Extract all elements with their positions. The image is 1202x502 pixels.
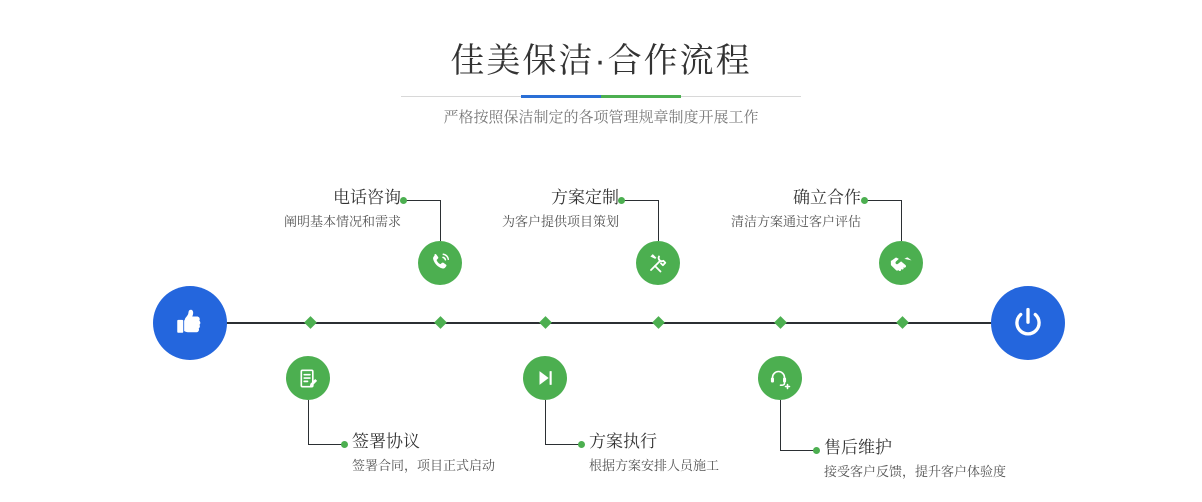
step-4-icon-circle[interactable] xyxy=(523,356,567,400)
title-divider-accent-blue xyxy=(521,95,601,98)
step-1-label xyxy=(256,186,401,233)
step-3-connector-dot xyxy=(618,197,625,204)
phone-call-icon xyxy=(428,251,452,275)
step-2-connector-dot xyxy=(341,441,348,448)
step-4-connector-horizontal xyxy=(545,444,581,445)
end-node xyxy=(991,286,1065,360)
power-icon xyxy=(1009,304,1047,342)
step-1-connector-vertical xyxy=(440,200,441,241)
step-3-connector-vertical xyxy=(658,200,659,241)
step-5-label xyxy=(700,186,861,233)
axis-marker xyxy=(539,316,552,329)
tools-icon xyxy=(646,251,670,275)
step-1-icon-circle[interactable] xyxy=(418,241,462,285)
step-2-icon-circle[interactable] xyxy=(286,356,330,400)
step-2-connector-vertical xyxy=(308,400,309,444)
step-5-icon-circle[interactable] xyxy=(879,241,923,285)
step-6-connector-vertical xyxy=(780,400,781,450)
step-6-connector-horizontal xyxy=(780,450,816,451)
axis-marker xyxy=(434,316,447,329)
step-6-connector-dot xyxy=(813,447,820,454)
step-5-connector-horizontal xyxy=(865,200,901,201)
step-5-connector-vertical xyxy=(901,200,902,241)
step-5-connector-dot xyxy=(861,197,868,204)
step-4-connector-vertical xyxy=(545,400,546,444)
step-2-label xyxy=(352,430,495,477)
step-5-desc: 清洁方案通过客户评估 xyxy=(730,214,861,229)
step-3-desc: 为客户提供项目策划 xyxy=(501,214,619,229)
step-2-connector-horizontal xyxy=(308,444,344,445)
step-3-icon-circle[interactable] xyxy=(636,241,680,285)
step-1-title: 电话咨询 xyxy=(333,188,401,207)
page-title: 佳美保洁·合作流程 xyxy=(450,42,752,80)
start-node xyxy=(153,286,227,360)
step-1-connector-horizontal xyxy=(404,200,440,201)
step-4-label xyxy=(589,430,719,477)
step-4-connector-dot xyxy=(578,441,585,448)
axis-marker xyxy=(774,316,787,329)
axis-marker xyxy=(304,316,317,329)
play-forward-icon xyxy=(534,367,556,389)
step-1-desc: 阐明基本情况和需求 xyxy=(283,214,401,229)
step-2-desc: 签署合同，项目正式启动 xyxy=(352,458,496,473)
step-3-title: 方案定制 xyxy=(551,188,619,207)
step-1-connector-dot xyxy=(400,197,407,204)
title-divider-accent-green xyxy=(601,95,681,98)
step-6-title: 售后维护 xyxy=(824,438,892,457)
axis-marker xyxy=(896,316,909,329)
step-4-title: 方案执行 xyxy=(589,432,657,451)
thumbs-up-icon xyxy=(172,305,208,341)
step-5-title: 确立合作 xyxy=(793,188,861,207)
step-3-connector-horizontal xyxy=(622,200,658,201)
step-6-desc: 接受客户反馈，提升客户体验度 xyxy=(824,464,1007,479)
customer-service-icon xyxy=(768,366,792,390)
step-4-desc: 根据方案安排人员施工 xyxy=(589,458,720,473)
step-3-label xyxy=(458,186,619,233)
document-edit-icon xyxy=(297,367,320,390)
page-subtitle: 严格按照保洁制定的各项管理规章制度开展工作 xyxy=(443,109,759,126)
handshake-icon xyxy=(889,251,914,276)
step-6-label xyxy=(824,436,1006,483)
step-6-icon-circle[interactable] xyxy=(758,356,802,400)
step-2-title: 签署协议 xyxy=(352,432,420,451)
axis-marker xyxy=(652,316,665,329)
